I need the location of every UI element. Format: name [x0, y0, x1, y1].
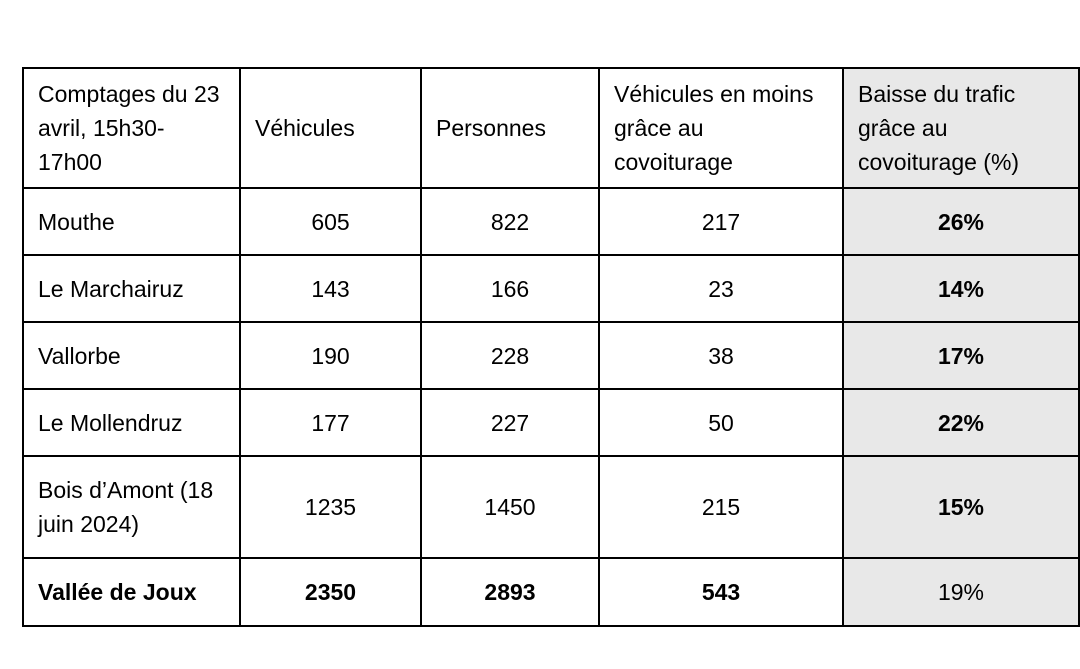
header-personnes: Personnes — [421, 68, 599, 188]
vehicules-en-moins-cell: 217 — [599, 188, 843, 255]
baisse-trafic-cell: 22% — [843, 389, 1079, 456]
vehicules-cell: 190 — [240, 322, 421, 389]
vehicules-cell: 143 — [240, 255, 421, 322]
location-cell: Mouthe — [23, 188, 240, 255]
table-header-row — [23, 68, 1079, 188]
vehicules-cell: 177 — [240, 389, 421, 456]
table-row — [23, 322, 1079, 389]
header-baisse-trafic: Baisse du trafic grâce au covoiturage (%) — [843, 68, 1079, 188]
personnes-cell: 822 — [421, 188, 599, 255]
table-total-row — [23, 558, 1079, 626]
location-cell: Vallorbe — [23, 322, 240, 389]
table-row — [23, 255, 1079, 322]
personnes-cell: 227 — [421, 389, 599, 456]
baisse-trafic-cell: 17% — [843, 322, 1079, 389]
total-location-cell: Vallée de Joux — [23, 558, 240, 626]
vehicules-cell: 605 — [240, 188, 421, 255]
location-cell: Le Marchairuz — [23, 255, 240, 322]
location-cell: Le Mollendruz — [23, 389, 240, 456]
header-comptages: Comptages du 23 avril, 15h30-17h00 — [23, 68, 240, 188]
vehicules-en-moins-cell: 38 — [599, 322, 843, 389]
personnes-cell: 228 — [421, 322, 599, 389]
personnes-cell: 1450 — [421, 456, 599, 558]
personnes-cell: 166 — [421, 255, 599, 322]
baisse-trafic-cell: 15% — [843, 456, 1079, 558]
table-row — [23, 389, 1079, 456]
total-vehicules-cell: 2350 — [240, 558, 421, 626]
baisse-trafic-cell: 26% — [843, 188, 1079, 255]
total-baisse-trafic-cell: 19% — [843, 558, 1079, 626]
table-row — [23, 188, 1079, 255]
vehicules-en-moins-cell: 215 — [599, 456, 843, 558]
vehicules-en-moins-cell: 23 — [599, 255, 843, 322]
header-vehicules: Véhicules — [240, 68, 421, 188]
location-cell: Bois d’Amont (18 juin 2024) — [23, 456, 240, 558]
traffic-count-table — [22, 67, 1080, 627]
baisse-trafic-cell: 14% — [843, 255, 1079, 322]
table-row — [23, 456, 1079, 558]
total-vehicules-en-moins-cell: 543 — [599, 558, 843, 626]
vehicules-en-moins-cell: 50 — [599, 389, 843, 456]
header-vehicules-en-moins: Véhicules en moins grâce au covoiturage — [599, 68, 843, 188]
total-personnes-cell: 2893 — [421, 558, 599, 626]
vehicules-cell: 1235 — [240, 456, 421, 558]
